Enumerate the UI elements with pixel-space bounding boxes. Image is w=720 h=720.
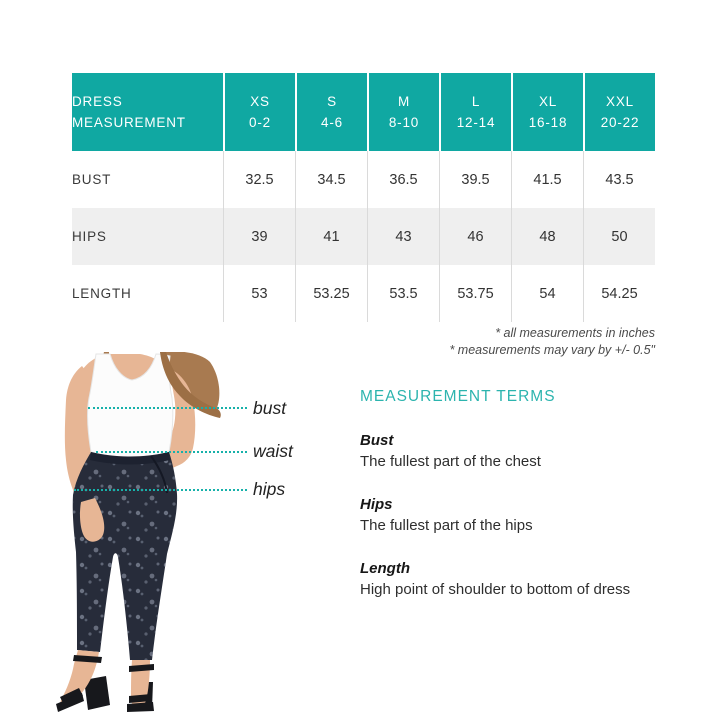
- term-name-bust: Bust: [360, 432, 394, 449]
- row-label-hips: HIPS: [72, 208, 223, 265]
- row-label-length: LENGTH: [72, 265, 223, 322]
- bust-callout-label: bust: [253, 398, 287, 418]
- bust-xxl: 43.5: [583, 151, 655, 208]
- col-header-xs: XS 0-2: [223, 73, 295, 151]
- term-hips: [360, 496, 670, 534]
- hips-measure-line: [74, 489, 247, 491]
- term-length: [360, 560, 670, 598]
- term-name-length: Length: [360, 560, 410, 577]
- term-def-hips: The fullest part of the hips: [360, 517, 533, 534]
- bust-xl: 41.5: [511, 151, 583, 208]
- measurement-terms-section: [360, 388, 670, 598]
- term-def-length: High point of shoulder to bottom of dress: [360, 581, 631, 598]
- waist-measure-line: [96, 451, 247, 453]
- table-row-bust: [72, 151, 655, 208]
- hips-xl: 48: [511, 208, 583, 265]
- bust-s: 34.5: [295, 151, 367, 208]
- length-xs: 53: [223, 265, 295, 322]
- hips-callout-label: hips: [253, 479, 286, 499]
- length-xl: 54: [511, 265, 583, 322]
- row-label-bust: BUST: [72, 151, 223, 208]
- hips-m: 43: [367, 208, 439, 265]
- length-s: 53.25: [295, 265, 367, 322]
- table-row-length: [72, 265, 655, 322]
- terms-heading: MEASUREMENT TERMS: [360, 388, 556, 405]
- size-chart-table: [72, 73, 655, 322]
- term-bust: [360, 432, 670, 470]
- col-header-xxl: XXL 20-22: [583, 73, 655, 151]
- table-header-row: [72, 73, 655, 151]
- term-name-hips: Hips: [360, 496, 393, 513]
- bust-l: 39.5: [439, 151, 511, 208]
- bust-m: 36.5: [367, 151, 439, 208]
- length-l: 53.75: [439, 265, 511, 322]
- hips-s: 41: [295, 208, 367, 265]
- length-xxl: 54.25: [583, 265, 655, 322]
- footnote-variance: * measurements may vary by +/- 0.5": [449, 343, 655, 357]
- waist-callout-label: waist: [253, 441, 293, 461]
- col-header-m: M 8-10: [367, 73, 439, 151]
- bust-xs: 32.5: [223, 151, 295, 208]
- col-header-l: L 12-14: [439, 73, 511, 151]
- header-line2: MEASUREMENT: [72, 115, 186, 130]
- pants: [73, 452, 177, 660]
- term-def-bust: The fullest part of the chest: [360, 453, 541, 470]
- col-header-dress-measurement: [72, 73, 223, 151]
- col-header-s: S 4-6: [295, 73, 367, 151]
- bust-measure-line: [88, 407, 247, 409]
- footnote-inches: * all measurements in inches: [495, 326, 655, 340]
- col-header-xl: XL 16-18: [511, 73, 583, 151]
- length-m: 53.5: [367, 265, 439, 322]
- header-line1: DRESS: [72, 94, 123, 109]
- hips-xxl: 50: [583, 208, 655, 265]
- table-row-hips: [72, 208, 655, 265]
- hips-l: 46: [439, 208, 511, 265]
- hips-xs: 39: [223, 208, 295, 265]
